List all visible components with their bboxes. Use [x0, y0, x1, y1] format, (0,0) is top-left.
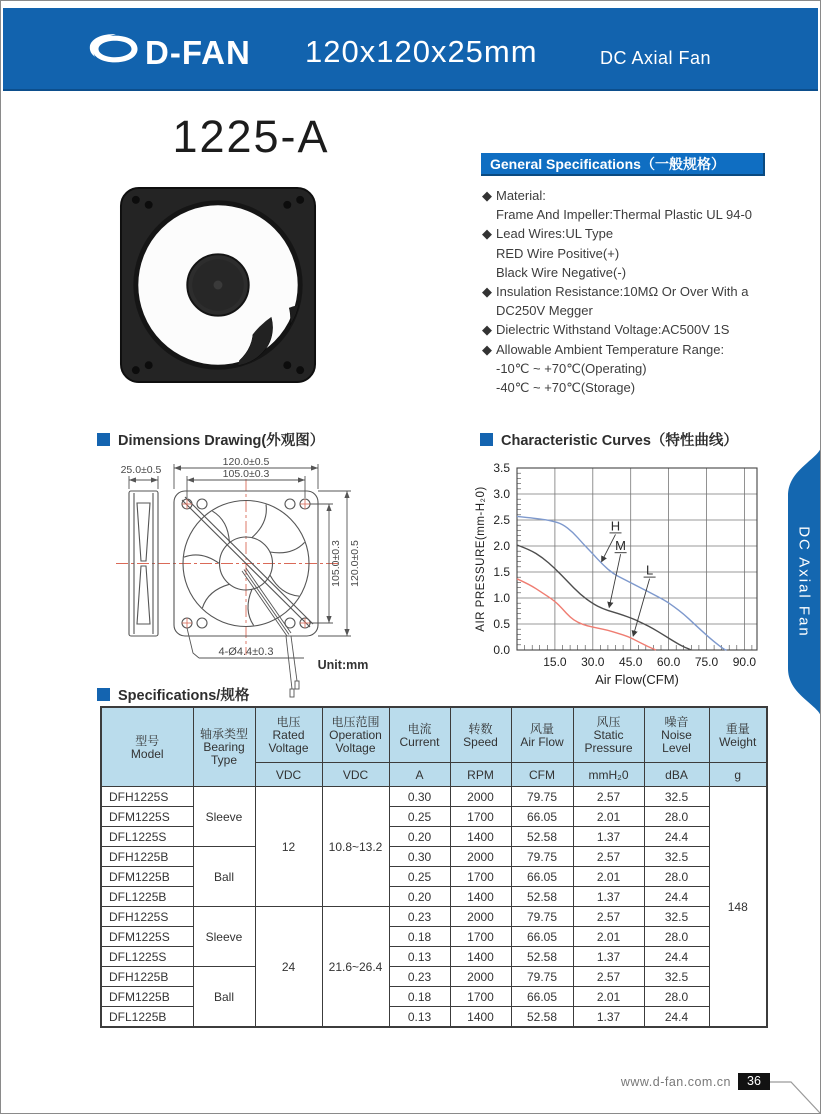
- table-cell: 79.75: [511, 967, 573, 987]
- table-cell: 0.25: [389, 807, 450, 827]
- column-unit: A: [389, 763, 450, 787]
- table-cell: 1700: [450, 807, 511, 827]
- dim-outer-width: 120.0±0.5: [222, 456, 270, 468]
- specifications-table: [100, 706, 768, 1028]
- table-cell: 24: [255, 907, 322, 1028]
- brand-name: D-FAN: [145, 34, 251, 71]
- table-cell: 1400: [450, 887, 511, 907]
- table-cell: 2.57: [573, 967, 644, 987]
- characteristic-curves-chart: [473, 456, 773, 693]
- svg-text:15.0: 15.0: [543, 655, 567, 669]
- table-cell: Ball: [193, 847, 255, 907]
- blue-square-bullet-icon: [480, 433, 493, 446]
- section-title: Characteristic Curves（特性曲线）: [501, 433, 738, 449]
- chart-x-axis-title: Air Flow(CFM): [595, 672, 679, 687]
- table-cell: 0.20: [389, 887, 450, 907]
- svg-text:30.0: 30.0: [581, 655, 605, 669]
- table-cell: 1700: [450, 927, 511, 947]
- spec-item-continuation: RED Wire Positive(+): [496, 245, 620, 261]
- column-unit: g: [709, 763, 767, 787]
- table-cell: DFM1225S: [101, 807, 193, 827]
- spec-item: ◆ Insulation Resistance:10MΩ Or Over With a: [482, 284, 749, 300]
- column-unit: VDC: [322, 763, 389, 787]
- table-cell: 24.4: [644, 887, 709, 907]
- table-cell: 2.01: [573, 987, 644, 1007]
- model-title: 1225-A: [172, 111, 330, 162]
- footer-website-link[interactable]: www.d-fan.com.cn: [620, 1075, 731, 1089]
- chart-minor-ticks: [517, 473, 752, 650]
- column-header: 轴承类型 Bearing Type: [193, 707, 255, 787]
- table-cell: 66.05: [511, 927, 573, 947]
- table-cell: 79.75: [511, 787, 573, 807]
- table-row: [101, 847, 767, 867]
- fan-product-image: [119, 185, 317, 385]
- dim-hole-pitch-height: 105.0±0.3: [330, 540, 342, 587]
- spec-item-continuation: Frame And Impeller:Thermal Plastic UL 94-0: [496, 207, 753, 223]
- curve-label-arrow: [609, 554, 620, 607]
- footer-corner-line: [770, 1069, 821, 1114]
- column-unit: RPM: [450, 763, 511, 787]
- curve-M: [517, 545, 691, 650]
- table-cell: 1.37: [573, 1007, 644, 1028]
- product-size: 120x120x25mm: [305, 34, 538, 69]
- section-title: Specifications/规格: [118, 688, 250, 704]
- dim-depth: 25.0±0.5: [120, 464, 162, 476]
- table-cell: 148: [709, 787, 767, 1028]
- dim-hole-pitch-width: 105.0±0.3: [222, 468, 270, 480]
- table-cell: 2.57: [573, 787, 644, 807]
- svg-text:1.5: 1.5: [493, 565, 510, 579]
- table-cell: 52.58: [511, 887, 573, 907]
- spec-item: ◆ Dielectric Withstand Voltage:AC500V 1S: [482, 322, 730, 338]
- table-cell: DFH1225B: [101, 847, 193, 867]
- curve-label-M: M: [615, 538, 627, 554]
- table-cell: 2000: [450, 847, 511, 867]
- svg-text:75.0: 75.0: [694, 655, 719, 669]
- table-cell: 1400: [450, 947, 511, 967]
- table-cell: 2.57: [573, 847, 644, 867]
- table-cell: 0.30: [389, 847, 450, 867]
- curve-L: [517, 579, 656, 650]
- svg-text:45.0: 45.0: [619, 655, 643, 669]
- column-header: 噪音 Noise Level: [644, 707, 709, 763]
- table-cell: 0.18: [389, 927, 450, 947]
- table-row: [101, 787, 767, 807]
- table-cell: 1.37: [573, 887, 644, 907]
- header-banner: [3, 8, 818, 91]
- table-cell: Sleeve: [193, 787, 255, 847]
- side-tab-label: DC Axial Fan: [795, 526, 813, 638]
- table-cell: DFL1225S: [101, 827, 193, 847]
- curve-label-arrow: [602, 534, 616, 561]
- table-cell: 12: [255, 787, 322, 907]
- table-row: [101, 907, 767, 927]
- table-cell: 2.01: [573, 807, 644, 827]
- table-cell: 1.37: [573, 827, 644, 847]
- column-unit: dBA: [644, 763, 709, 787]
- table-cell: 79.75: [511, 847, 573, 867]
- table-cell: DFM1225B: [101, 987, 193, 1007]
- page-number-badge: 36: [738, 1073, 770, 1090]
- spec-item-continuation: -10℃ ~ +70℃(Operating): [496, 360, 647, 376]
- table-cell: 0.13: [389, 1007, 450, 1028]
- spec-item-continuation: -40℃ ~ +70℃(Storage): [496, 380, 636, 396]
- table-cell: 1400: [450, 827, 511, 847]
- table-row: [101, 967, 767, 987]
- spec-item: ◆ Allowable Ambient Temperature Range:: [482, 341, 725, 357]
- table-cell: 52.58: [511, 827, 573, 847]
- curve-label-H: H: [610, 518, 621, 534]
- chart-y-axis-title: AIR PRESSURE(mm-H₂0): [475, 486, 487, 632]
- table-cell: 0.20: [389, 827, 450, 847]
- column-unit: CFM: [511, 763, 573, 787]
- table-cell: 79.75: [511, 907, 573, 927]
- curve-label-L: L: [645, 562, 654, 578]
- spec-item-continuation: Black Wire Negative(-): [496, 264, 627, 280]
- svg-text:1.0: 1.0: [493, 591, 510, 605]
- column-header: 风压 Static Pressure: [573, 707, 644, 763]
- brand-logo-icon: [89, 32, 141, 66]
- general-specs-header: General Specifications（一般规格）: [481, 153, 765, 176]
- dim-outer-height: 120.0±0.5: [349, 540, 361, 587]
- svg-text:3.5: 3.5: [493, 461, 510, 475]
- table-cell: 66.05: [511, 807, 573, 827]
- table-cell: 2.57: [573, 907, 644, 927]
- table-cell: 2.01: [573, 927, 644, 947]
- table-cell: 32.5: [644, 967, 709, 987]
- product-category: DC Axial Fan: [600, 48, 712, 68]
- table-cell: 52.58: [511, 1007, 573, 1028]
- table-cell: 1700: [450, 987, 511, 1007]
- table-cell: 0.23: [389, 967, 450, 987]
- table-cell: 24.4: [644, 1007, 709, 1028]
- svg-text:3.0: 3.0: [493, 487, 510, 501]
- svg-text:2.0: 2.0: [493, 539, 510, 553]
- svg-text:0.0: 0.0: [493, 643, 510, 657]
- table-cell: 0.30: [389, 787, 450, 807]
- table-cell: 1700: [450, 867, 511, 887]
- table-cell: 2000: [450, 967, 511, 987]
- table-cell: 28.0: [644, 927, 709, 947]
- spec-item: ◆ Lead Wires:UL Type: [482, 226, 614, 242]
- section-title: Dimensions Drawing(外观图）: [118, 433, 325, 449]
- table-cell: 32.5: [644, 787, 709, 807]
- column-header: 电压范围 Operation Voltage: [322, 707, 389, 763]
- general-specs-list: [482, 186, 782, 397]
- drawing-unit-label: Unit:mm: [317, 658, 369, 672]
- table-cell: Sleeve: [193, 907, 255, 967]
- table-cell: 28.0: [644, 987, 709, 1007]
- table-cell: DFH1225S: [101, 787, 193, 807]
- table-cell: 66.05: [511, 867, 573, 887]
- section-characteristic-curves: [480, 429, 738, 450]
- curve-label-arrow: [633, 579, 649, 636]
- curve-H: [517, 516, 727, 650]
- table-cell: DFH1225S: [101, 907, 193, 927]
- table-cell: 28.0: [644, 867, 709, 887]
- dim-mounting-holes: 4-Ø4.4±0.3: [218, 646, 274, 658]
- column-header: 型号 Model: [101, 707, 193, 787]
- table-cell: 0.25: [389, 867, 450, 887]
- column-header: 重量 Weight: [709, 707, 767, 763]
- table-cell: 1400: [450, 1007, 511, 1028]
- table-cell: DFL1225B: [101, 1007, 193, 1028]
- table-cell: 32.5: [644, 847, 709, 867]
- svg-text:60.0: 60.0: [656, 655, 681, 669]
- table-cell: 24.4: [644, 947, 709, 967]
- column-header: 转数 Speed: [450, 707, 511, 763]
- svg-text:0.5: 0.5: [493, 617, 510, 631]
- side-tab-dc-axial-fan: [776, 441, 821, 723]
- table-cell: DFL1225S: [101, 947, 193, 967]
- blue-square-bullet-icon: [97, 433, 110, 446]
- table-cell: 10.8~13.2: [322, 787, 389, 907]
- table-cell: 0.13: [389, 947, 450, 967]
- table-cell: 32.5: [644, 907, 709, 927]
- table-cell: 52.58: [511, 947, 573, 967]
- table-cell: 0.23: [389, 907, 450, 927]
- column-header: 风量 Air Flow: [511, 707, 573, 763]
- column-unit: mmH₂0: [573, 763, 644, 787]
- table-cell: Ball: [193, 967, 255, 1028]
- table-cell: 0.18: [389, 987, 450, 1007]
- table-cell: 2000: [450, 787, 511, 807]
- section-dimensions-drawing: [97, 429, 324, 450]
- table-cell: DFL1225B: [101, 887, 193, 907]
- column-unit: VDC: [255, 763, 322, 787]
- table-cell: 24.4: [644, 827, 709, 847]
- table-cell: 28.0: [644, 807, 709, 827]
- table-cell: 2.01: [573, 867, 644, 887]
- spec-item-continuation: DC250V Megger: [496, 303, 593, 319]
- table-cell: 1.37: [573, 947, 644, 967]
- column-header: 电压 Rated Voltage: [255, 707, 322, 763]
- dimensions-drawing: [96, 453, 466, 703]
- svg-text:2.5: 2.5: [493, 513, 510, 527]
- column-header: 电流 Current: [389, 707, 450, 763]
- table-cell: 66.05: [511, 987, 573, 1007]
- table-cell: DFM1225S: [101, 927, 193, 947]
- table-cell: DFM1225B: [101, 867, 193, 887]
- curves-plot: [473, 456, 773, 688]
- spec-item: ◆ Material:: [482, 188, 546, 203]
- svg-text:90.0: 90.0: [732, 655, 757, 669]
- table-cell: 2000: [450, 907, 511, 927]
- chart-tick-labels: [493, 461, 756, 669]
- table-cell: 21.6~26.4: [322, 907, 389, 1028]
- table-cell: DFH1225B: [101, 967, 193, 987]
